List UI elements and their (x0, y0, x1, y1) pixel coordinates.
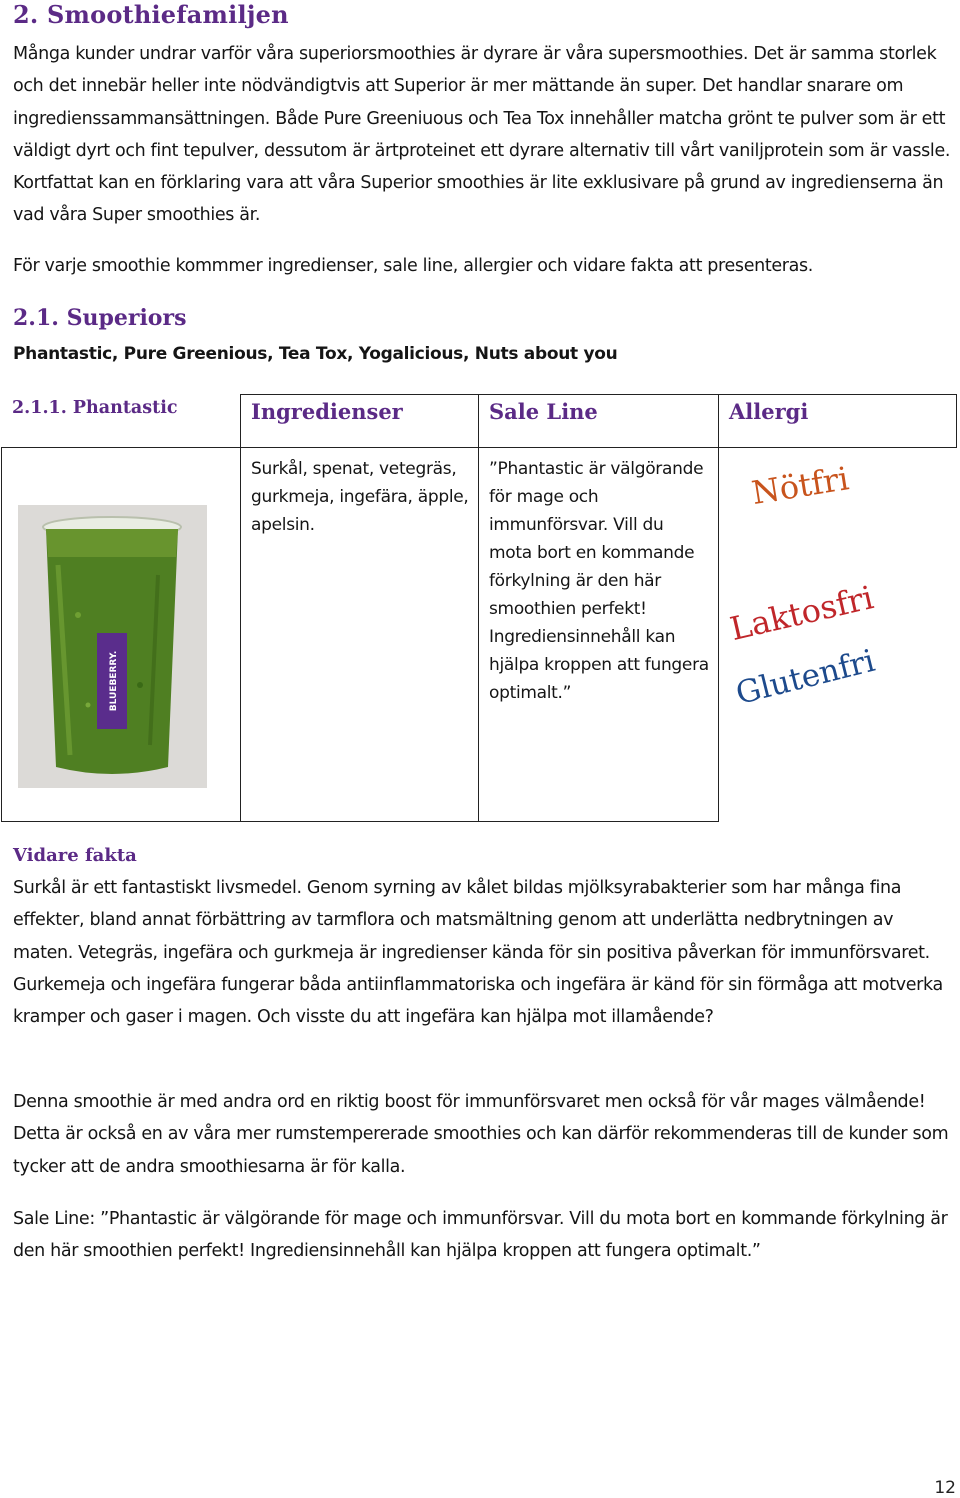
presentation-paragraph: För varje smoothie kommmer ingredienser, sale line, allergier och vidare fakta att presenteras. (13, 256, 813, 276)
cup-label: BLUEBERRY. (109, 650, 119, 712)
subsection-heading: 2.1. Superiors (13, 305, 187, 331)
product-name-heading: 2.1.1. Phantastic (12, 398, 178, 418)
product-table (1, 394, 957, 822)
ingredients-text: Surkål, spenat, vetegräs, gurkmeja, ingefära, äpple, apelsin. (251, 459, 469, 535)
sale-line-text: ”Phantastic är välgörande för mage och immunförsvar. Vill du mota bort en kommande förkylning är den här smoothien perfekt! Ingrediensinnehåll kan hjälpa kroppen att fungera optimalt.” (489, 459, 709, 703)
facts-paragraph-2: Denna smoothie är med andra ord en riktig boost för immunförsvaret men också för vår mages välmående! Detta är också en av våra mer rumstempererade smoothies och kan därför rekommenderas till de kunder som tycker att de andra smoothiesarna är för kalla. (13, 1092, 949, 1177)
section-heading: 2. Smoothiefamiljen (13, 0, 289, 29)
smoothie-photo (18, 505, 207, 788)
allergy-tag-nut-free: Nötfri (749, 459, 852, 512)
superiors-list: Phantastic, Pure Greenious, Tea Tox, Yogalicious, Nuts about you (13, 344, 618, 364)
facts-paragraph-3: Sale Line: ”Phantastic är välgörande för mage och immunförsvar. Vill du mota bort en kommande förkylning är den här smoothien perfekt! Ingrediensinnehåll kan hjälpa kroppen att fungera optimalt.” (13, 1209, 948, 1262)
page-number: 12 (934, 1478, 956, 1498)
header-cell-name (1, 394, 241, 448)
photo-cell (1, 447, 241, 822)
header-cell-ingredients (240, 394, 479, 448)
facts-heading: Vidare fakta (13, 845, 137, 866)
ingredients-cell (240, 447, 479, 822)
smoothie-cup-icon (18, 505, 207, 788)
allergy-tag-lactose-free: Laktosfri (726, 578, 877, 648)
header-cell-allergy (718, 394, 957, 448)
facts-paragraph-1: Surkål är ett fantastiskt livsmedel. Genom syrning av kålet bildas mjölksyrabakterier som har många fina effekter, bland annat förbättring av tarmflora och matsmältning genom att underlätta nedbrytningen av maten. Vetegräs, ingefära och gurkmeja är ingredienser kända för sin positiva påverkan för immunförsvaret. Gurkemeja och ingefära fungerar båda antiinflammatoriska och ingefära är känd för sin förmåga att motverka kramper och gaser i magen. Och visste du att ingefära kan hjälpa mot illamående? (13, 878, 943, 1028)
allergy-heading: Allergi (729, 399, 809, 424)
allergy-tag-gluten-free: Glutenfri (732, 642, 879, 712)
sale-line-heading: Sale Line (489, 399, 598, 424)
header-cell-sale-line (478, 394, 719, 448)
intro-paragraph: Många kunder undrar varför våra superiorsmoothies är dyrare är våra supersmoothies. Det är samma storlek och det innebär heller inte nödvändigtvis att Superior är mer mättande än super. Det handlar snarare om ingredienssammansättningen. Både Pure Greeniuous och Tea Tox innehåller matcha grönt te pulver som är ett väldigt dyrt och fint tepulver, dessutom är ärtproteinet ett dyrare alternativ till vårt vaniljprotein som är vassle. Kortfattat kan en förklaring vara att våra Superior smoothies är lite exklusivare på grund av ingredienserna än vad våra Super smoothies är. (13, 44, 951, 226)
sale-line-cell (478, 447, 719, 822)
allergy-cell (718, 447, 957, 822)
ingredients-heading: Ingredienser (251, 399, 403, 424)
